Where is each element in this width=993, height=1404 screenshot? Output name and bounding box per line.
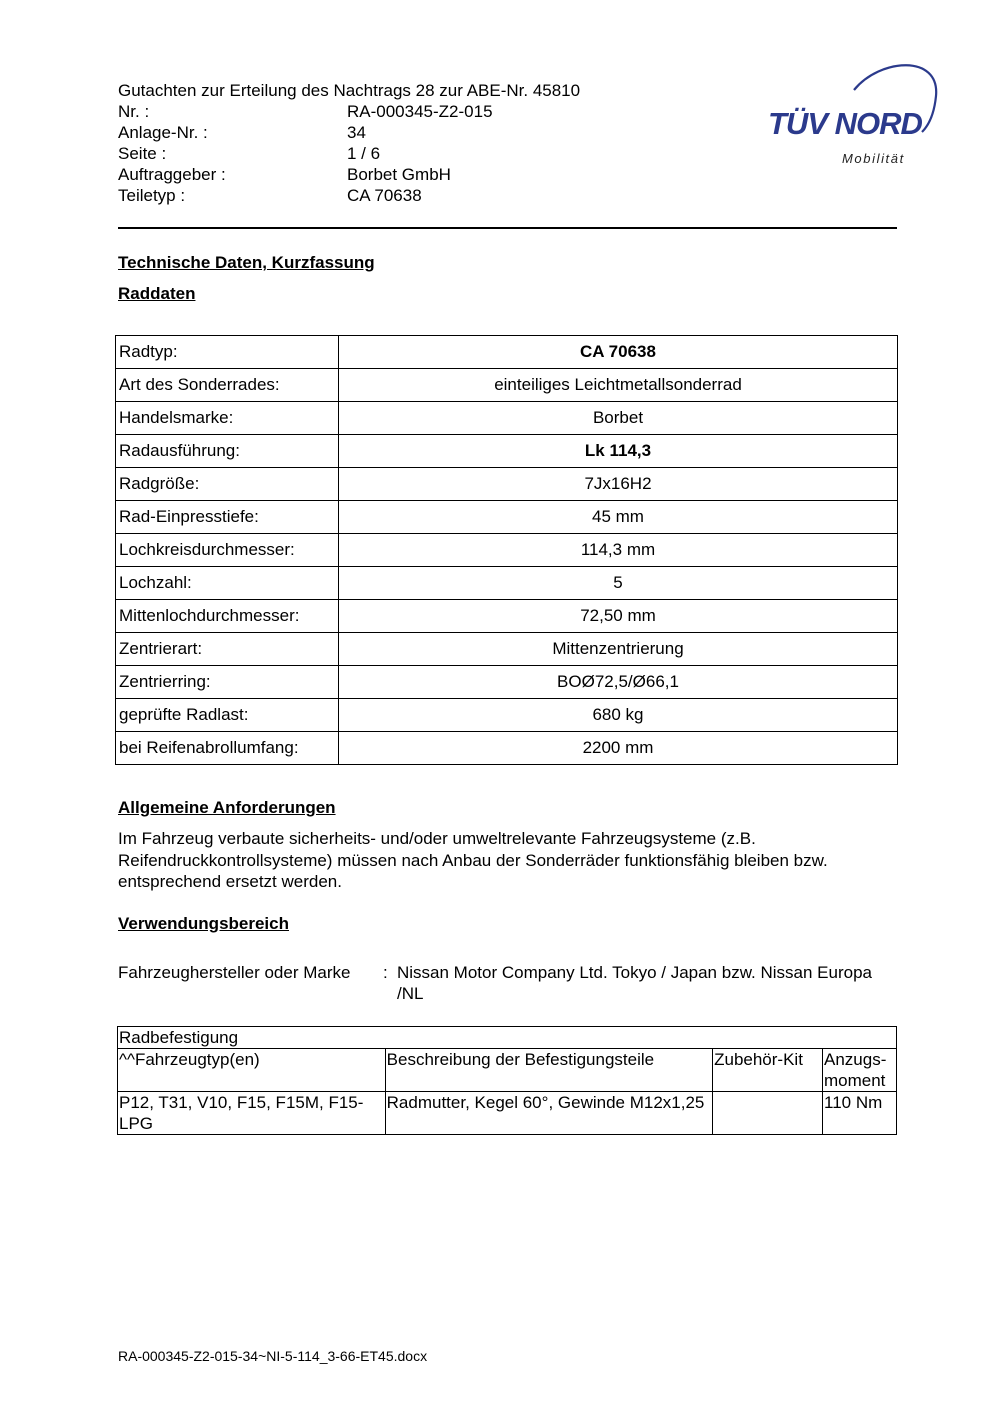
- raddaten-value: Borbet: [339, 402, 898, 435]
- raddaten-value: Lk 114,3: [339, 435, 898, 468]
- raddaten-value: Mittenzentrierung: [339, 633, 898, 666]
- header-divider: [118, 227, 897, 229]
- column-header: Anzugs-moment: [823, 1049, 897, 1092]
- header-label: Teiletyp :: [118, 186, 186, 205]
- befestigung-title: Radbefestigung: [118, 1027, 897, 1049]
- header-label: Nr. :: [118, 102, 150, 121]
- raddaten-table: [115, 335, 898, 765]
- table-cell: [713, 1092, 823, 1135]
- header-info: [118, 101, 493, 206]
- header-row: [118, 101, 493, 122]
- section-heading-anforderungen: Allgemeine Anforderungen: [118, 798, 336, 817]
- table-cell: P12, T31, V10, F15, F15M, F15-LPG: [118, 1092, 386, 1135]
- table-row: [118, 1092, 897, 1135]
- befestigung-header-row: [118, 1049, 897, 1092]
- table-row: [116, 336, 898, 369]
- raddaten-value: 7Jx16H2: [339, 468, 898, 501]
- section-heading-raddaten: Raddaten: [118, 284, 196, 303]
- header-label: Anlage-Nr. :: [118, 123, 208, 142]
- column-header: Beschreibung der Befestigungsteile: [385, 1049, 712, 1092]
- header-value: 34: [347, 123, 366, 142]
- table-cell: Radmutter, Kegel 60°, Gewinde M12x1,25: [385, 1092, 712, 1135]
- raddaten-label: Zentrierring:: [116, 666, 339, 699]
- report-title: Gutachten zur Erteilung des Nachtrags 28 zur ABE-Nr. 45810: [118, 81, 581, 100]
- raddaten-label: Lochkreisdurchmesser:: [116, 534, 339, 567]
- befestigung-table: [117, 1026, 897, 1135]
- raddaten-label: bei Reifenabrollumfang:: [116, 732, 339, 765]
- table-row: [116, 369, 898, 402]
- table-cell: 110 Nm: [823, 1092, 897, 1135]
- section-heading-verwendung: Verwendungsbereich: [118, 914, 289, 933]
- header-value: 1 / 6: [347, 144, 381, 163]
- raddaten-value: 72,50 mm: [339, 600, 898, 633]
- header-label: Auftraggeber :: [118, 165, 226, 184]
- column-header: Zubehör-Kit: [713, 1049, 823, 1092]
- section-heading-tech: Technische Daten, Kurzfassung: [118, 253, 375, 272]
- header-row: [118, 185, 493, 206]
- manufacturer-label: Fahrzeughersteller oder Marke: [118, 963, 351, 982]
- raddaten-value: CA 70638: [339, 336, 898, 369]
- header-value: RA-000345-Z2-015: [347, 102, 493, 121]
- raddaten-value: 2200 mm: [339, 732, 898, 765]
- footer-filename: RA-000345-Z2-015-34~NI-5-114_3-66-ET45.docx: [118, 1348, 428, 1364]
- table-row: [116, 699, 898, 732]
- raddaten-label: Zentrierart:: [116, 633, 339, 666]
- raddaten-label: Radausführung:: [116, 435, 339, 468]
- table-row: [116, 468, 898, 501]
- table-row: [116, 633, 898, 666]
- logo-wordmark: TÜV NORD: [768, 106, 922, 141]
- raddaten-value: 45 mm: [339, 501, 898, 534]
- raddaten-value: 114,3 mm: [339, 534, 898, 567]
- raddaten-label: Radtyp:: [116, 336, 339, 369]
- header-row: [118, 164, 493, 185]
- logo-subtitle: Mobilität: [842, 151, 905, 166]
- table-row: [116, 666, 898, 699]
- anforderungen-text: Im Fahrzeug verbaute sicherheits- und/oder umweltrelevante Fahrzeugsysteme (z.B. Reifendruckkontrollsysteme) müssen nach Anbau der Sonderräder funktionsfähig bleiben bzw. entsprechend ersetzt werden.: [118, 829, 828, 891]
- raddaten-value: einteiliges Leichtmetallsonderrad: [339, 369, 898, 402]
- raddaten-label: Rad-Einpresstiefe:: [116, 501, 339, 534]
- tuv-nord-logo: [762, 56, 942, 172]
- raddaten-label: Radgröße:: [116, 468, 339, 501]
- table-row: [116, 402, 898, 435]
- table-row: [116, 567, 898, 600]
- header-value: Borbet GmbH: [347, 165, 451, 184]
- raddaten-label: geprüfte Radlast:: [116, 699, 339, 732]
- table-row: [116, 501, 898, 534]
- raddaten-label: Mittenlochdurchmesser:: [116, 600, 339, 633]
- column-header: ^^Fahrzeugtyp(en): [118, 1049, 386, 1092]
- raddaten-label: Lochzahl:: [116, 567, 339, 600]
- header-value: CA 70638: [347, 186, 422, 205]
- manufacturer-value: Nissan Motor Company Ltd. Tokyo / Japan bzw. Nissan Europa /NL: [397, 963, 872, 1003]
- table-row: [116, 435, 898, 468]
- raddaten-value: 5: [339, 567, 898, 600]
- raddaten-value: 680 kg: [339, 699, 898, 732]
- table-row: [116, 732, 898, 765]
- header-row: [118, 143, 493, 164]
- header-label: Seite :: [118, 144, 167, 163]
- table-row: [116, 600, 898, 633]
- raddaten-label: Handelsmarke:: [116, 402, 339, 435]
- header-row: [118, 122, 493, 143]
- raddaten-label: Art des Sonderrades:: [116, 369, 339, 402]
- table-row: [116, 534, 898, 567]
- raddaten-value: BOØ72,5/Ø66,1: [339, 666, 898, 699]
- befestigung-title-row: [118, 1027, 897, 1049]
- manufacturer-colon: :: [383, 963, 388, 982]
